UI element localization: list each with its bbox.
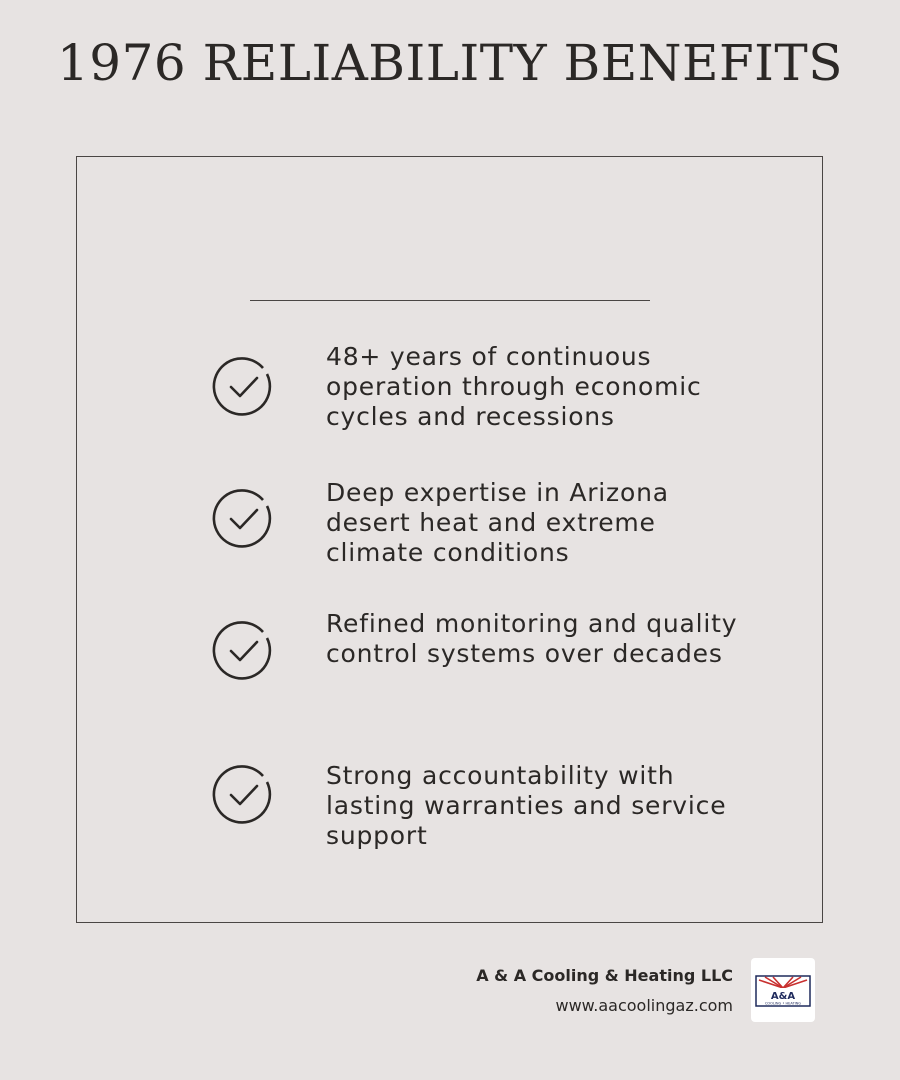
website-link[interactable]: www.aacoolingaz.com (555, 996, 733, 1015)
page-title: 1976 RELIABILITY BENEFITS (56, 34, 844, 92)
check-circle-icon (211, 762, 275, 826)
company-logo (751, 958, 815, 1022)
svg-text:A&A: A&A (770, 991, 796, 1002)
benefit-text: 48+ years of continuous operation through economic cycles and recessions (326, 342, 702, 431)
svg-text:COOLING • HEATING: COOLING • HEATING (764, 1001, 802, 1006)
benefit-text: Deep expertise in Arizona desert heat and extreme climate conditions (326, 478, 669, 567)
check-circle-icon (211, 618, 275, 682)
check-circle-icon (211, 486, 275, 550)
check-circle-icon (211, 354, 275, 418)
divider (250, 300, 650, 301)
benefit-text: Strong accountability with lasting warranties and service support (326, 761, 727, 850)
company-name: A & A Cooling & Heating LLC (476, 966, 733, 985)
benefit-text: Refined monitoring and quality control systems over decades (326, 609, 738, 668)
logo-graphic (751, 958, 815, 1022)
